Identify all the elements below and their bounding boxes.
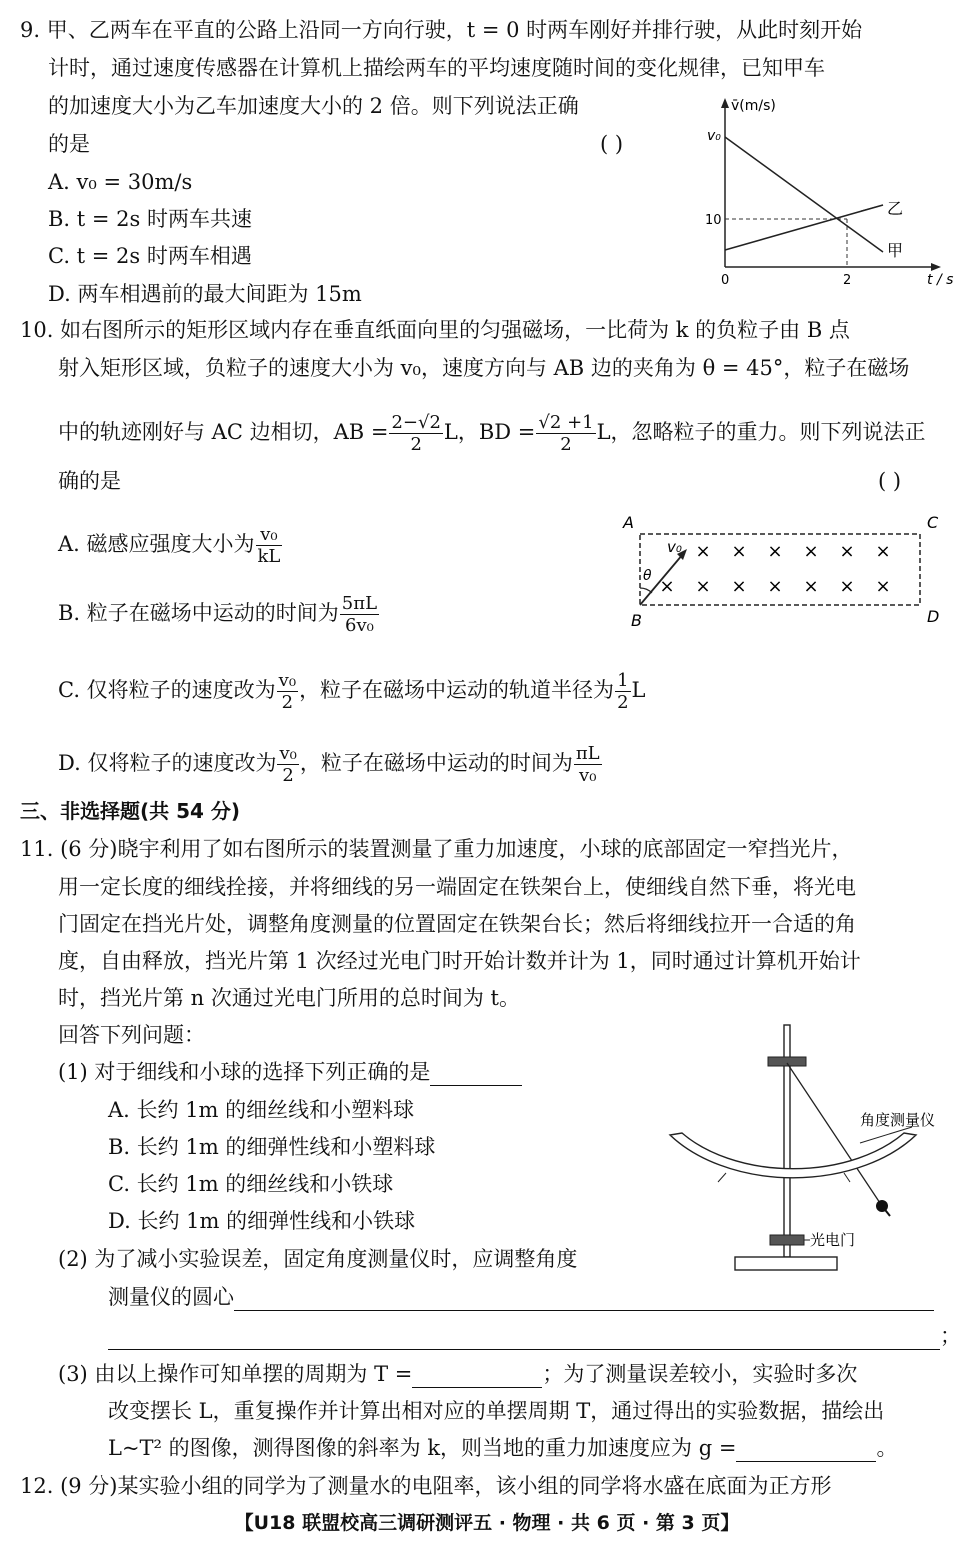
q10-line-3-part-c: L，忽略粒子的重力。则下列说法正 (596, 420, 926, 444)
q10-ab-fraction (389, 412, 442, 455)
q11-part-3-end: 。 (876, 1436, 898, 1460)
q10-line-1: 10. 如右图所示的矩形区域内存在垂直纸面向里的匀强磁场，一比荷为 k 的负粒子由 B 点 (20, 318, 850, 342)
q11-part-3-line-2: 改变摆长 L，重复操作并计算出相对应的单摆周期 T，通过得出的实验数据，描绘出 (108, 1399, 885, 1423)
q11-part-1-option-a: A. 长约 1m 的细丝线和小塑料球 (108, 1098, 415, 1122)
q10-option-c-text: C. 仅将粒子的速度改为 (58, 678, 276, 702)
q11-part-3-text-a: (3) 由以上操作可知单摆的周期为 T = (58, 1362, 413, 1386)
q9-graph-y-arrow (721, 98, 729, 108)
q10-option-b-denominator: 6v₀ (345, 615, 374, 636)
q10-option-d-denominator-2: v₀ (579, 765, 597, 786)
q11-angle-tick-left (718, 1173, 726, 1182)
q9-graph-label-jia: 甲 (887, 241, 904, 260)
section-3-heading: 三、非选择题(共 54 分) (20, 799, 241, 823)
q11-line-5: 时，挡光片第 n 次通过光电门所用的总时间为 t。 (58, 986, 520, 1010)
field-cross-1-3: × (767, 576, 783, 597)
field-cross-0-4: × (839, 541, 855, 562)
q11-pendulum-string (787, 1063, 880, 1203)
q11-part-3-blank-t[interactable] (412, 1365, 542, 1388)
field-cross-0-5: × (875, 541, 891, 562)
q11-part-2-line-3 (108, 1322, 961, 1350)
q10-option-a-denominator: kL (257, 546, 281, 567)
q9-answer-bracket: ( ) (600, 132, 624, 156)
q11-part-1-option-d: D. 长约 1m 的细弹性线和小铁球 (108, 1209, 416, 1233)
q11-part-3-line-3 (108, 1434, 897, 1462)
field-cross-1-5: × (839, 576, 855, 597)
q10-option-a-fraction (256, 524, 283, 567)
q11-photogate (770, 1235, 804, 1245)
q10-ab-numerator: 2−√2 (391, 412, 441, 433)
field-cross-1-1: × (695, 576, 711, 597)
q10-option-d-numerator: v₀ (279, 743, 297, 764)
q10-option-c-numerator-2: 1 (617, 670, 629, 691)
q9-line-2: 计时，通过速度传感器在计算机上描绘两车的平均速度随时间的变化规律，已知甲车 (48, 56, 825, 80)
q9-graph-x-arrow (931, 263, 941, 271)
q10-option-c-fraction (277, 670, 298, 713)
q9-graph-x-tick: 2 (843, 273, 852, 287)
q11-part-1-text: (1) 对于细线和小球的选择下列正确的是 (58, 1060, 431, 1084)
q10-option-c (58, 670, 645, 713)
field-cross-0-1: × (731, 541, 747, 562)
q11-part-2-blank-2[interactable] (108, 1327, 940, 1350)
q9-graph-y-label: v̄(m/s) (731, 98, 776, 114)
q9-option-b: B. t = 2s 时两车共速 (48, 207, 252, 231)
field-cross-1-0: × (659, 576, 675, 597)
q11-part-3-text-b: ；为了测量误差较小，实验时多次 (542, 1362, 858, 1386)
q11-pendulum-apparatus-figure (660, 1015, 960, 1280)
q11-angle-meter (670, 1133, 916, 1178)
q10-bd-denominator: 2 (560, 434, 572, 455)
q10-option-d-fraction-2 (574, 743, 602, 786)
q10-label-theta: θ (643, 568, 652, 584)
q11-angle-tick-right (844, 1173, 850, 1182)
q10-bd-numerator: √2 +1 (538, 412, 594, 433)
q10-option-a (58, 524, 283, 567)
q10-option-c-denominator: 2 (281, 692, 294, 713)
field-cross-0-2: × (767, 541, 783, 562)
q10-option-d-denominator: 2 (282, 765, 294, 786)
q10-line-3 (58, 412, 926, 455)
q11-part-2-line-1: (2) 为了减小实验误差，固定角度测量仪时，应调整角度 (58, 1247, 578, 1271)
q11-stand-base (735, 1257, 837, 1270)
q9-graph-line-yi (725, 205, 883, 250)
q9-option-a: A. v₀ = 30m/s (48, 170, 193, 194)
field-cross-1-2: × (731, 576, 747, 597)
q9-line-4: 的是 (48, 132, 90, 156)
q10-option-c-text-2: ，粒子在磁场中运动的轨道半径为 (299, 678, 615, 702)
q9-graph-label-yi: 乙 (887, 199, 904, 218)
q10-option-b-numerator: 5πL (341, 593, 378, 614)
q10-label-c: C (927, 513, 939, 532)
q10-option-a-text: A. 磁感应强度大小为 (58, 532, 255, 556)
q9-graph-origin: 0 (721, 273, 730, 287)
q10-option-c-denominator-2: 2 (617, 692, 629, 713)
q10-option-b-text: B. 粒子在磁场中运动的时间为 (58, 601, 339, 625)
q11-top-clamp (768, 1057, 806, 1066)
q11-line-3: 门固定在挡光片处，调整角度测量的位置固定在铁架台长；然后将细线拉开一合适的角 (58, 912, 856, 936)
q9-graph-y-tick: 10 (705, 213, 722, 228)
q11-part-1 (58, 1058, 522, 1086)
field-cross-0-3: × (803, 541, 819, 562)
q10-label-v0: v₀ (667, 538, 682, 556)
q10-option-b (58, 593, 380, 636)
field-cross-0-0: × (695, 541, 711, 562)
q11-part-3-text-d: L~T² 的图像，测得图像的斜率为 k，则当地的重力加速度应为 g = (108, 1436, 737, 1460)
page-footer: 【U18 联盟校高三调研测评五 · 物理 · 共 6 页 · 第 3 页】 (234, 1512, 740, 1534)
q10-option-d-text-2: ，粒子在磁场中运动的时间为 (299, 751, 573, 775)
q11-part-2-line-2 (108, 1283, 934, 1311)
q10-option-c-text-3: L (631, 678, 646, 702)
q9-line-3: 的加速度大小为乙车加速度大小的 2 倍。则下列说法正确 (48, 94, 579, 118)
q10-label-a: A (623, 513, 634, 532)
q10-option-d-numerator-2: πL (575, 743, 600, 764)
q11-line-2: 用一定长度的细线拴接，并将细线的另一端固定在铁架台上，使细线自然下垂，将光电 (58, 875, 856, 899)
q9-velocity-time-graph (695, 92, 965, 287)
q10-option-a-numerator: v₀ (256, 524, 283, 546)
q11-label-photogate: 光电门 (810, 1231, 856, 1249)
q12-line-1: 12. (9 分)某实验小组的同学为了测量水的电阻率，该小组的同学将水盛在底面为正方形 (20, 1474, 832, 1498)
q11-part-1-blank[interactable] (430, 1063, 522, 1086)
q10-line-2: 射入矩形区域，负粒子的速度大小为 v₀，速度方向与 AB 边的夹角为 θ = 45°，粒子在磁场 (58, 356, 910, 380)
q9-graph-x-label: t / s (927, 272, 954, 287)
q10-label-d: D (927, 607, 940, 626)
q11-line-4: 度，自由释放，挡光片第 1 次经过光电门时开始计数并计为 1，同时通过计算机开始计 (58, 949, 861, 973)
q10-answer-bracket: ( ) (878, 469, 902, 493)
q10-bd-fraction (536, 412, 595, 455)
q11-part-3-line-1 (58, 1360, 857, 1388)
q10-line-3-part-b: L，BD = (443, 420, 536, 444)
q10-line-3-part-a: 中的轨迹刚好与 AC 边相切，AB = (58, 420, 389, 444)
q9-option-d: D. 两车相遇前的最大间距为 15m (48, 282, 362, 306)
q9-graph-v0-label: v₀ (707, 128, 721, 144)
field-cross-1-4: × (803, 576, 819, 597)
field-cross-1-6: × (875, 576, 891, 597)
q10-option-d (58, 743, 603, 786)
q11-part-2-blank-1[interactable] (234, 1288, 934, 1311)
q11-part-2-end: ； (940, 1324, 961, 1348)
q10-magnetic-field-figure (615, 512, 955, 632)
q11-line-1: 11. (6 分)晓宇利用了如右图所示的装置测量了重力加速度，小球的底部固定一窄挡光片， (20, 837, 853, 861)
q11-part-2-text: 测量仪的圆心 (108, 1285, 234, 1309)
q10-line-4: 确的是 (58, 469, 121, 493)
q11-part-1-option-c: C. 长约 1m 的细丝线和小铁球 (108, 1172, 394, 1196)
q10-option-d-fraction (277, 743, 298, 786)
q10-ab-denominator: 2 (410, 434, 422, 455)
q9-graph-leader-yi (861, 205, 883, 211)
q11-label-angle-meter: 角度测量仪 (860, 1111, 936, 1129)
q10-option-c-numerator: v₀ (278, 670, 297, 691)
q9-graph-line-jia (725, 137, 883, 252)
q11-line-6: 回答下列问题： (58, 1023, 205, 1047)
q10-option-b-fraction (340, 593, 379, 636)
q10-option-c-fraction-2 (615, 670, 630, 713)
q10-field-crosses (659, 541, 890, 597)
q9-line-1: 9. 甲、乙两车在平直的公路上沿同一方向行驶，t = 0 时两车刚好并排行驶，从此时刻开始 (20, 18, 863, 42)
q11-part-3-blank-g[interactable] (736, 1439, 876, 1462)
q10-option-d-text: D. 仅将粒子的速度改为 (58, 751, 277, 775)
q9-option-c: C. t = 2s 时两车相遇 (48, 244, 252, 268)
q10-label-b: B (631, 611, 642, 630)
q11-part-1-option-b: B. 长约 1m 的细弹性线和小塑料球 (108, 1135, 436, 1159)
